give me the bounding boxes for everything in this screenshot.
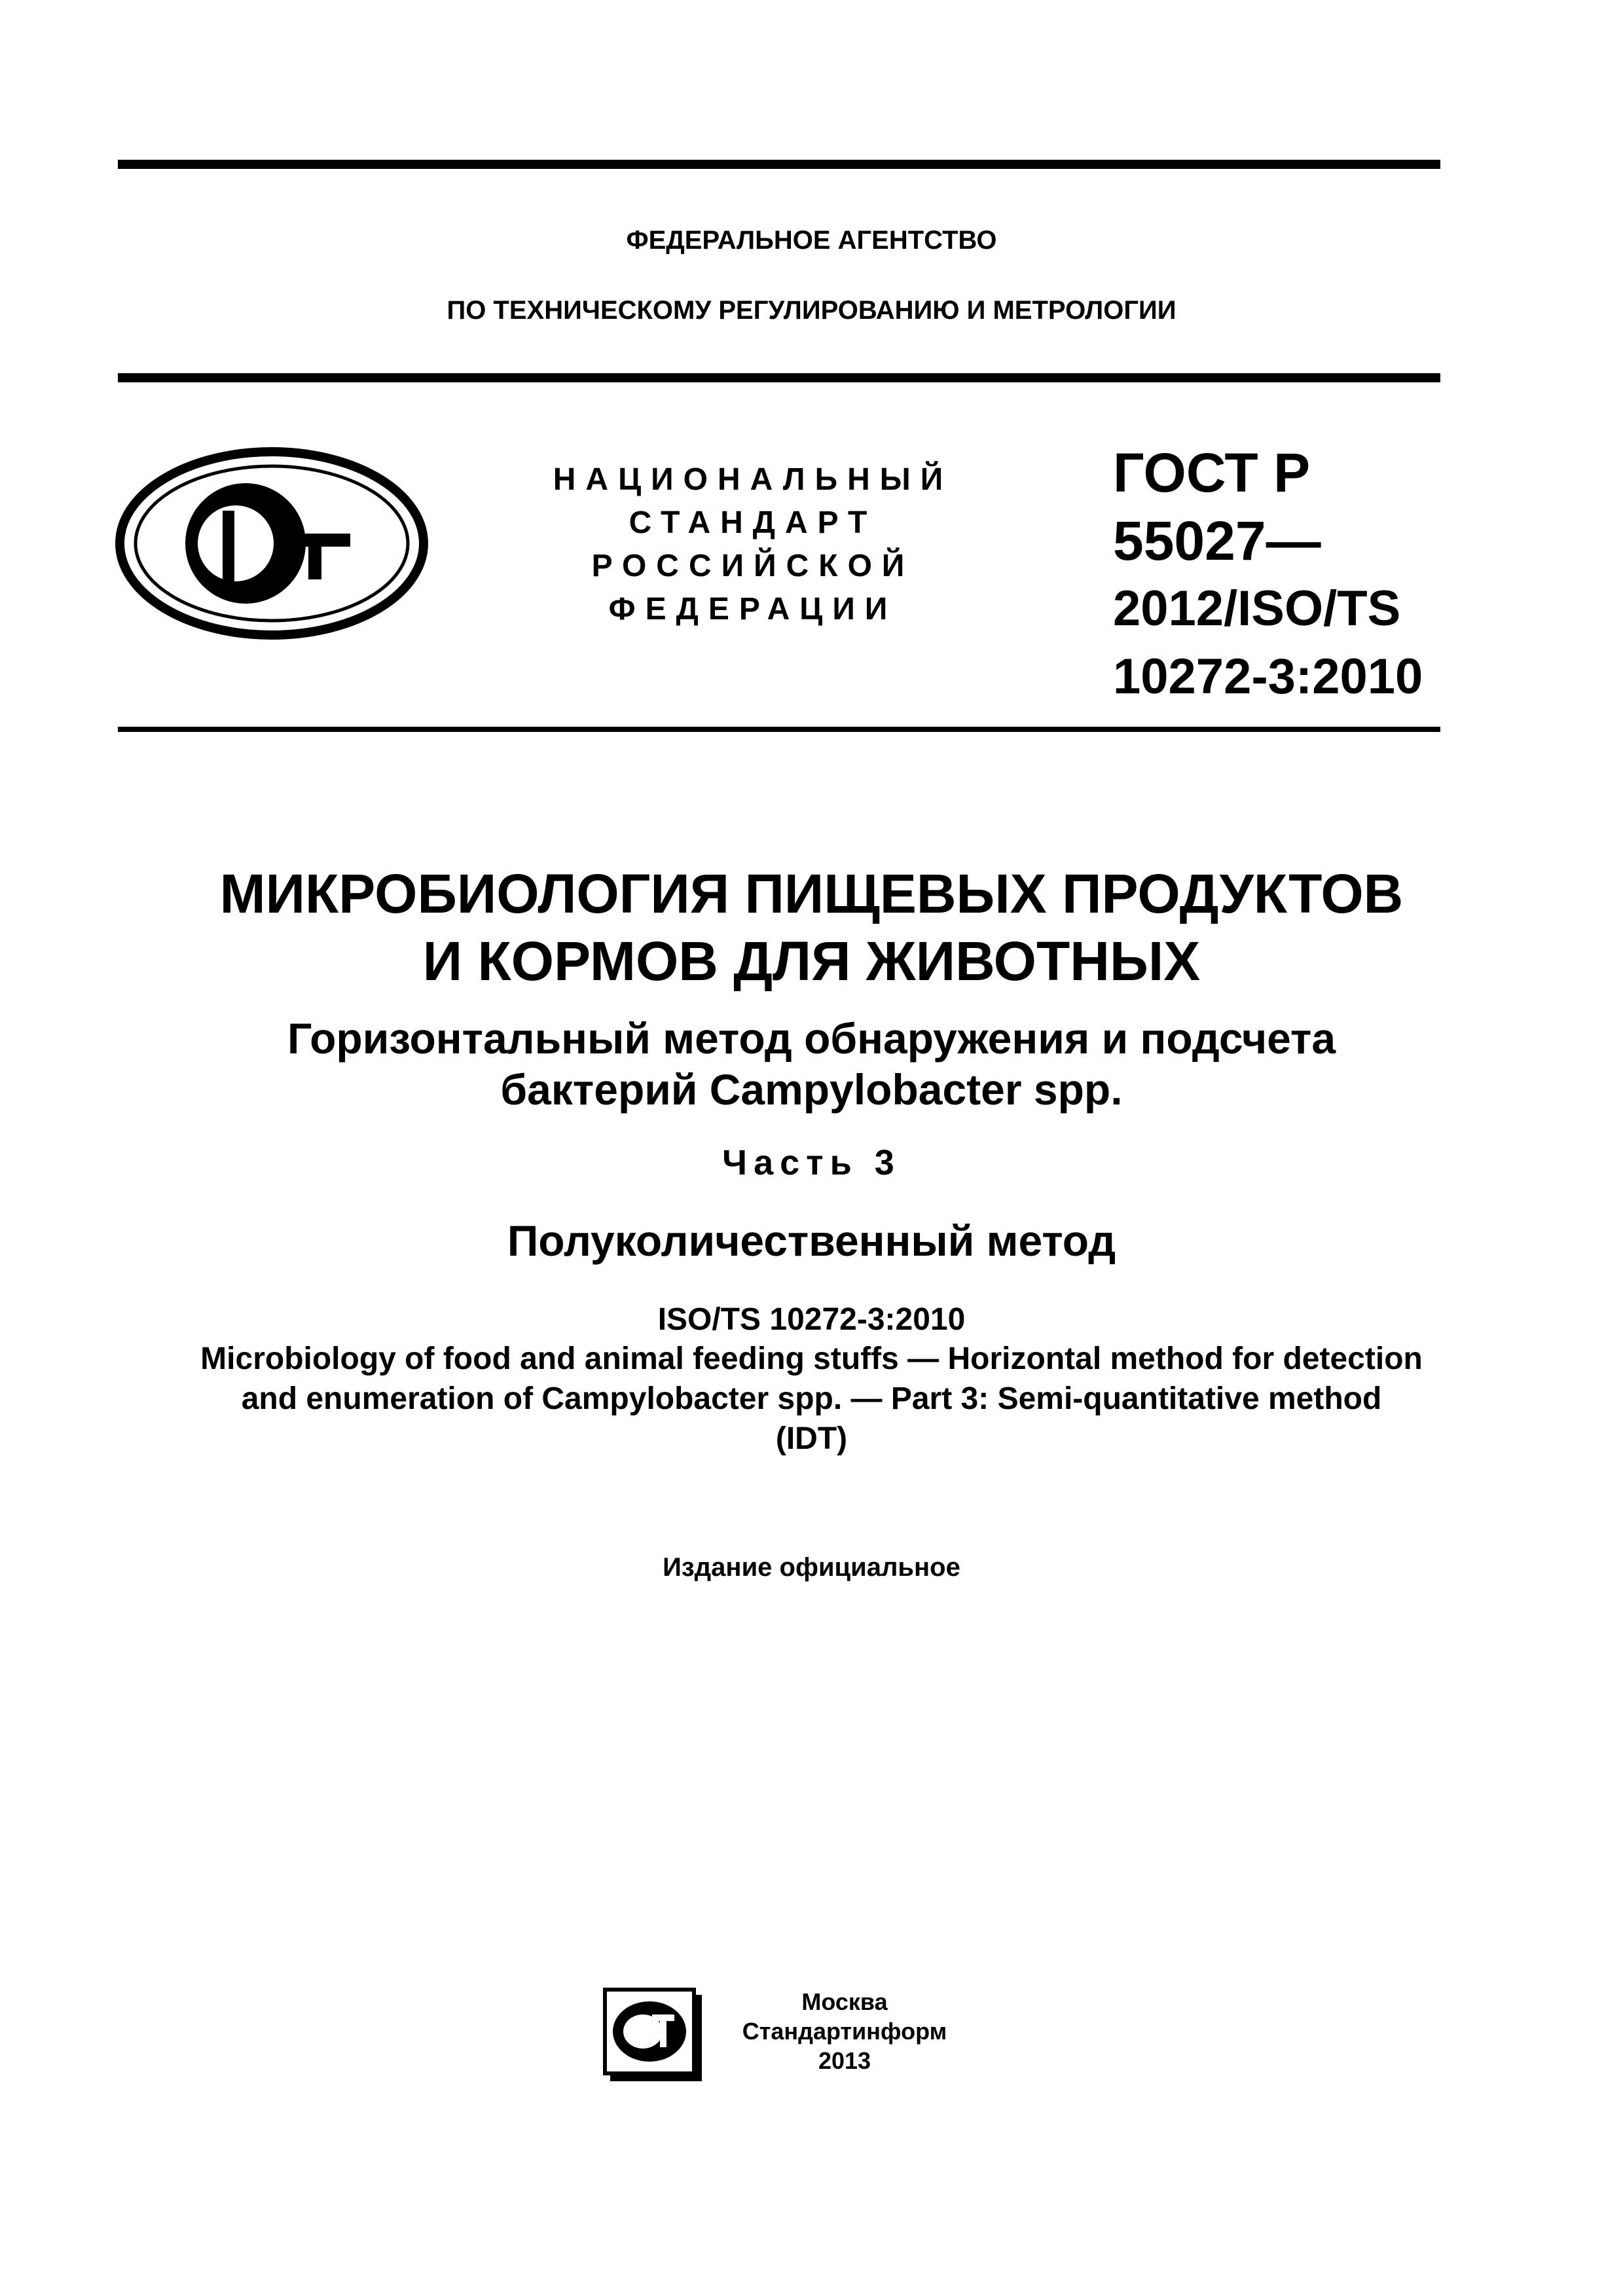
- emblem-rule: [118, 727, 1440, 732]
- publisher-info: [733, 1987, 956, 2075]
- publisher-year: 2013: [818, 2047, 871, 2074]
- publisher-logo: [602, 1987, 707, 2085]
- gost-line-2: 55027—: [1113, 510, 1321, 572]
- national-line-2: СТАНДАРТ: [629, 505, 877, 540]
- iso-title-line-2: and enumeration of Campylobacter spp. — Part 3: Semi-quantitative method: [241, 1381, 1382, 1416]
- rst-logo: [115, 445, 429, 642]
- iso-title-line-1: Microbiology of food and animal feeding stuffs — Horizontal method for detection: [200, 1341, 1423, 1376]
- top-rule: [118, 160, 1440, 169]
- publisher-city: Москва: [801, 1988, 888, 2015]
- gost-line-3: 2012/ISO/TS: [1113, 581, 1401, 636]
- part-title: Полуколичественный метод: [507, 1216, 1116, 1265]
- title-line-2: И КОРМОВ ДЛЯ ЖИВОТНЫХ: [422, 930, 1201, 992]
- subtitle-line-1: Горизонтальный метод обнаружения и подсчета: [287, 1014, 1336, 1063]
- national-line-4: ФЕДЕРАЦИИ: [608, 592, 898, 627]
- subtitle-line-2: бактерий Campylobacter spp.: [500, 1065, 1123, 1114]
- publisher-name: Стандартинформ: [742, 2018, 947, 2045]
- iso-title-line-3: (IDT): [775, 1421, 848, 1456]
- part-label: Часть 3: [722, 1143, 901, 1182]
- national-standard-label: [511, 458, 995, 631]
- agency-line-2: ПО ТЕХНИЧЕСКОМУ РЕГУЛИРОВАНИЮ И МЕТРОЛОГИИ: [447, 296, 1176, 325]
- header-rule: [118, 373, 1440, 382]
- agency-line-1: ФЕДЕРАЛЬНОЕ АГЕНТСТВО: [626, 226, 997, 255]
- gost-line-1: ГОСТ Р: [1113, 442, 1311, 503]
- iso-code: ISO/TS 10272-3:2010: [657, 1302, 966, 1337]
- publisher-logo-text: СТИ: [602, 1987, 604, 1988]
- national-line-3: РОССИЙСКОЙ: [591, 549, 915, 583]
- rst-logo-text: РСТ: [115, 445, 116, 446]
- title-line-1: МИКРОБИОЛОГИЯ ПИЩЕВЫХ ПРОДУКТОВ: [219, 863, 1404, 924]
- gost-designation: [1113, 439, 1423, 711]
- national-line-1: НАЦИОНАЛЬНЫЙ: [553, 462, 953, 497]
- edition-label: Издание официальное: [663, 1553, 960, 1582]
- gost-line-4: 10272-3:2010: [1113, 649, 1423, 704]
